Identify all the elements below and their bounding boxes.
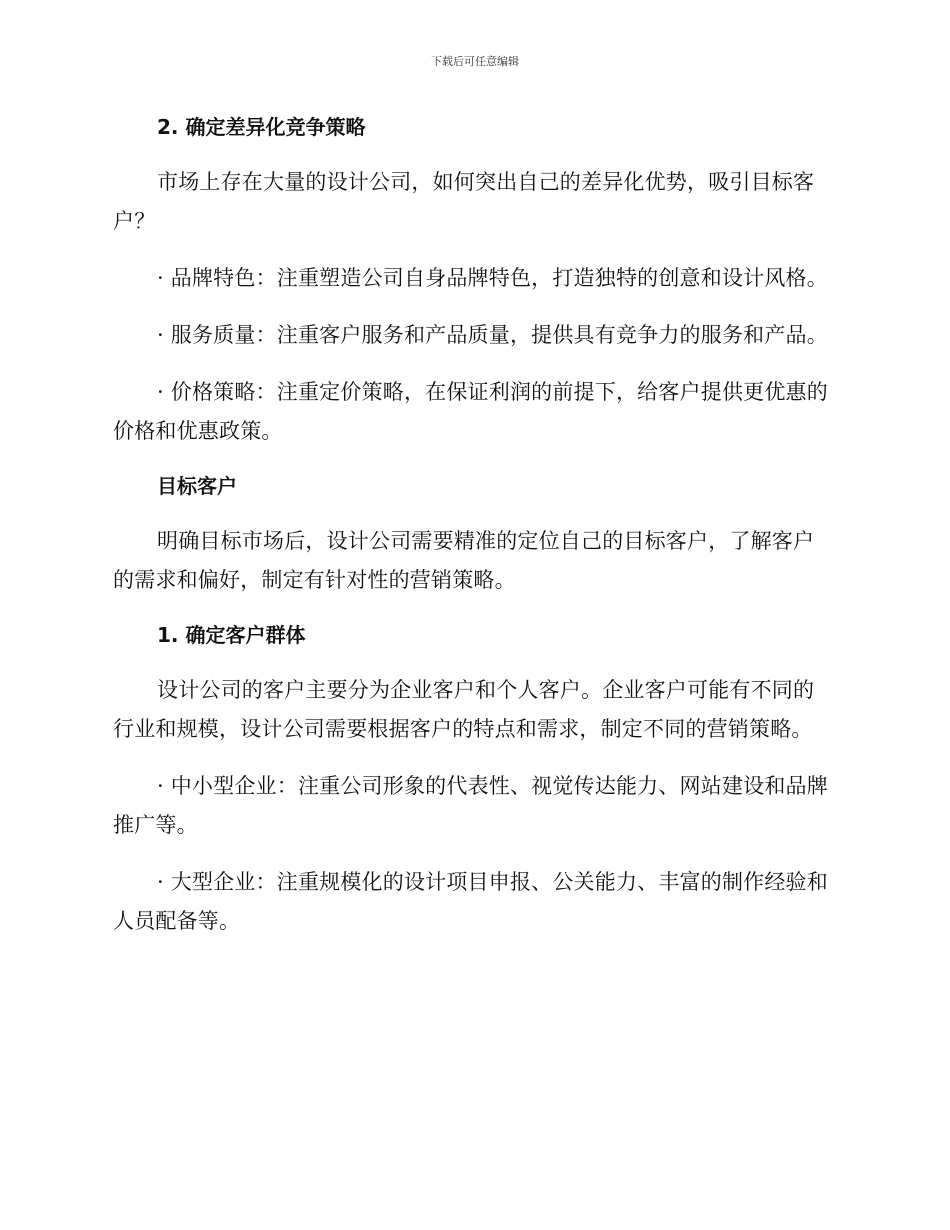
page-header: 下载后可任意编辑: [431, 55, 519, 68]
section-heading-customer-groups: 1. 确定客户群体: [157, 623, 306, 647]
paragraph-differentiation-intro: 市场上存在大量的设计公司，如何突出自己的差异化优势，吸引目标客户？: [113, 170, 815, 233]
bullet-pricing-strategy: · 价格策略：注重定价策略，在保证利润的前提下，给客户提供更优惠的价格和优惠政策。: [113, 380, 828, 443]
bullet-service-quality: · 服务质量：注重客户服务和产品质量，提供具有竞争力的服务和产品。: [157, 323, 828, 347]
document-body: [113, 108, 833, 941]
section-heading-target-customers: 目标客户: [157, 474, 237, 498]
paragraph-customer-groups: 设计公司的客户主要分为企业客户和个人客户。企业客户可能有不同的行业和规模，设计公司需要根据客户的特点和需求，制定不同的营销策略。: [113, 678, 815, 741]
bullet-sme: · 中小型企业：注重公司形象的代表性、视觉传达能力、网站建设和品牌推广等。: [113, 774, 828, 837]
section-heading-differentiation: 2. 确定差异化竞争策略: [157, 115, 366, 139]
bullet-large-enterprise: · 大型企业：注重规模化的设计项目申报、公关能力、丰富的制作经验和人员配备等。: [113, 870, 828, 933]
bullet-brand-feature: · 品牌特色：注重塑造公司自身品牌特色，打造独特的创意和设计风格。: [157, 266, 828, 290]
paragraph-target-customers: 明确目标市场后，设计公司需要精准的定位自己的目标客户，了解客户的需求和偏好，制定有针对性的营销策略。: [113, 529, 815, 592]
